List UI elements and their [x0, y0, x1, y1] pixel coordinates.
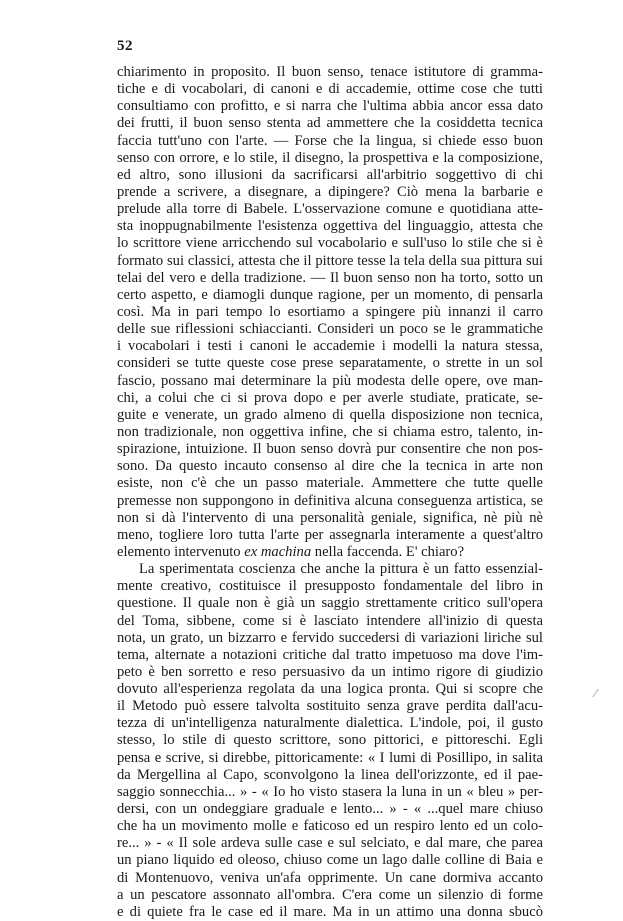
text-line: guite e venerate, un grado almeno di quella disposizione non tecnica,: [117, 406, 543, 423]
text-line: certo aspetto, e diamogli dunque ragione, per un momento, di pensarla: [117, 286, 543, 303]
text-line: premesse non suppongono in definitiva alcuna conseguenza artistica, se: [117, 492, 543, 509]
text-line: senso con orrore, e lo stile, il disegno, la prospettiva e la composizione,: [117, 149, 543, 166]
text-line: pensa e scrive, si direbbe, pittoricamente: « I lumi di Posillipo, in salita: [117, 749, 543, 766]
text-line: dei frutti, il buon senso stenta ad ammettere che la cosiddetta tecnica: [117, 115, 543, 132]
text-line: dersi, con un ondeggiare graduale e lento... » - « ...quel mare chiuso: [117, 801, 543, 818]
text-line: tezza di un'intelligenza naturalmente dialettica. L'indole, poi, il gusto: [117, 715, 543, 732]
text-line: peto è ben sorretto e reso persuasivo da un intimo rigore di giudizio: [117, 663, 543, 680]
text-line: consultiamo con profitto, e si narra che l'ultima abbia ancor essa dato: [117, 98, 543, 115]
text-line: La sperimentata coscienza che anche la pittura è un fatto essenzial-: [139, 561, 543, 578]
text-line: prende a scrivere, a disegnare, a dipingere? Ciò mena la barbarie e: [117, 183, 543, 200]
text-line: ed altro, sono illusioni da sacrificarsi all'arbitrio soggettivo di chi: [117, 166, 543, 183]
text-line: fascio, possano mai determinare la più modesta delle opere, ove man-: [117, 372, 543, 389]
text-line: mente creativo, costituisce il presupposto fondamentale del libro in: [117, 578, 543, 595]
text-line: così. Ma in pari tempo lo esortiamo a spingere più innanzi il carro: [117, 303, 543, 320]
text-line: i vocabolari i testi i canoni le accademie i modelli la natura stessa,: [117, 338, 543, 355]
text-line: il Metodo può essere talvolta sostituito senza grave perdita dall'acu-: [117, 698, 543, 715]
text-line: a un pescatore assonnato all'ombra. C'era come un silenzio di forme: [117, 886, 543, 903]
text-line: lo scrittore viene arricchendo sul vocabolario e sull'uso lo stile che si è: [117, 235, 543, 252]
text-line: un piano liquido ed oleoso, chiuso come un lago dalle colline di Baia e: [117, 852, 543, 869]
text-line: faccia tutt'uno con l'arte. — Forse che la lingua, si chiede esso buon: [117, 132, 543, 149]
text-line: questione. Il quale non è già un saggio strettamente critico sull'opera: [117, 595, 543, 612]
text-line: meno, togliere loro tutta l'arte per assegnarla interamente a quest'altro: [117, 526, 543, 543]
text-line: di Montenuovo, veniva un'afa opprimente. Un cane dormiva accanto: [117, 869, 543, 886]
paragraph: [117, 561, 543, 921]
text-line: re... » - « Il sole ardeva sulle case e sul selciato, e dal mare, che parea: [117, 835, 543, 852]
body-text: [117, 64, 543, 921]
text-line: spirazione, intuizione. Il buon senso dovrà pur consentire che non pos-: [117, 441, 543, 458]
text-line: sta inoppugnabilmente l'esistenza oggettiva del linguaggio, attesta che: [117, 218, 543, 235]
text-line: tiche e di vocabolari, di canoni e di accademie, ottime cose che tutti: [117, 81, 543, 98]
text-line: non tradizionale, non oggettiva infine, che si chiama estro, talento, in-: [117, 423, 543, 440]
text-line: prelude alla torre di Babele. L'osservazione comune e quotidiana atte-: [117, 201, 543, 218]
text-line: chi, a colui che ci si prova dopo e per averle studiate, praticate, se-: [117, 389, 543, 406]
text-line: che ha un movimento molle e faticoso ed un respiro lento ed un colo-: [117, 818, 543, 835]
text-line: esiste, non c'è che un passo materiale. Ammettere che tutte quelle: [117, 475, 543, 492]
paragraph: [117, 64, 543, 561]
text-line: chiarimento in proposito. Il buon senso, tenace istitutore di gramma-: [117, 64, 543, 80]
text-line: formato sui classici, attesta che il pittore tesse la tela della sua pittura sui: [117, 252, 543, 269]
text-line: e di quiete fra le case ed il mare. Ma in un attimo una donna sbucò: [117, 903, 543, 920]
text-line: consideri se tutte queste cose prese separatamente, o strette in un sol: [117, 355, 543, 372]
text-line: del Toma, sibbene, come si è lasciato intendere all'inizio di questa: [117, 612, 543, 629]
text-line: da Mergellina al Capo, sconvolgono la linea dell'orizzonte, ed il pae-: [117, 766, 543, 783]
text-line: non si dà l'intervento di una personalità geniale, significa, nè più nè: [117, 509, 543, 526]
text-line: stesso, lo stile di questo scrittore, sono pittorici, e pittoreschi. Egli: [117, 732, 543, 749]
margin-mark: [592, 689, 599, 698]
text-line: dovuto all'esperienza regolata da una logica pronta. Qui si scopre che: [117, 681, 543, 698]
text-line: saggio sonnecchia... » - « Io ho visto stasera la luna in un « bleu » per-: [117, 783, 543, 800]
text-line: tema, alternate a notazioni critiche dal tratto impetuoso ma dove l'im-: [117, 646, 543, 663]
text-line: delle sue riflessioni schiaccianti. Consideri un poco se le grammatiche: [117, 321, 543, 338]
text-line: elemento intervenuto ex machina nella faccenda. E' chiaro?: [117, 543, 465, 560]
text-line: telai del vero e della tradizione. — Il buon senso non ha torto, sotto un: [117, 269, 543, 286]
text-line: nota, un grato, un bizzarro e fervido succedersi di variazioni liriche sul: [117, 629, 543, 646]
italic-phrase: ex machina: [244, 543, 312, 560]
page-number: 52: [117, 38, 133, 54]
text-line: sono. Da questo incauto consenso al dire che la tecnica in arte non: [117, 458, 543, 475]
